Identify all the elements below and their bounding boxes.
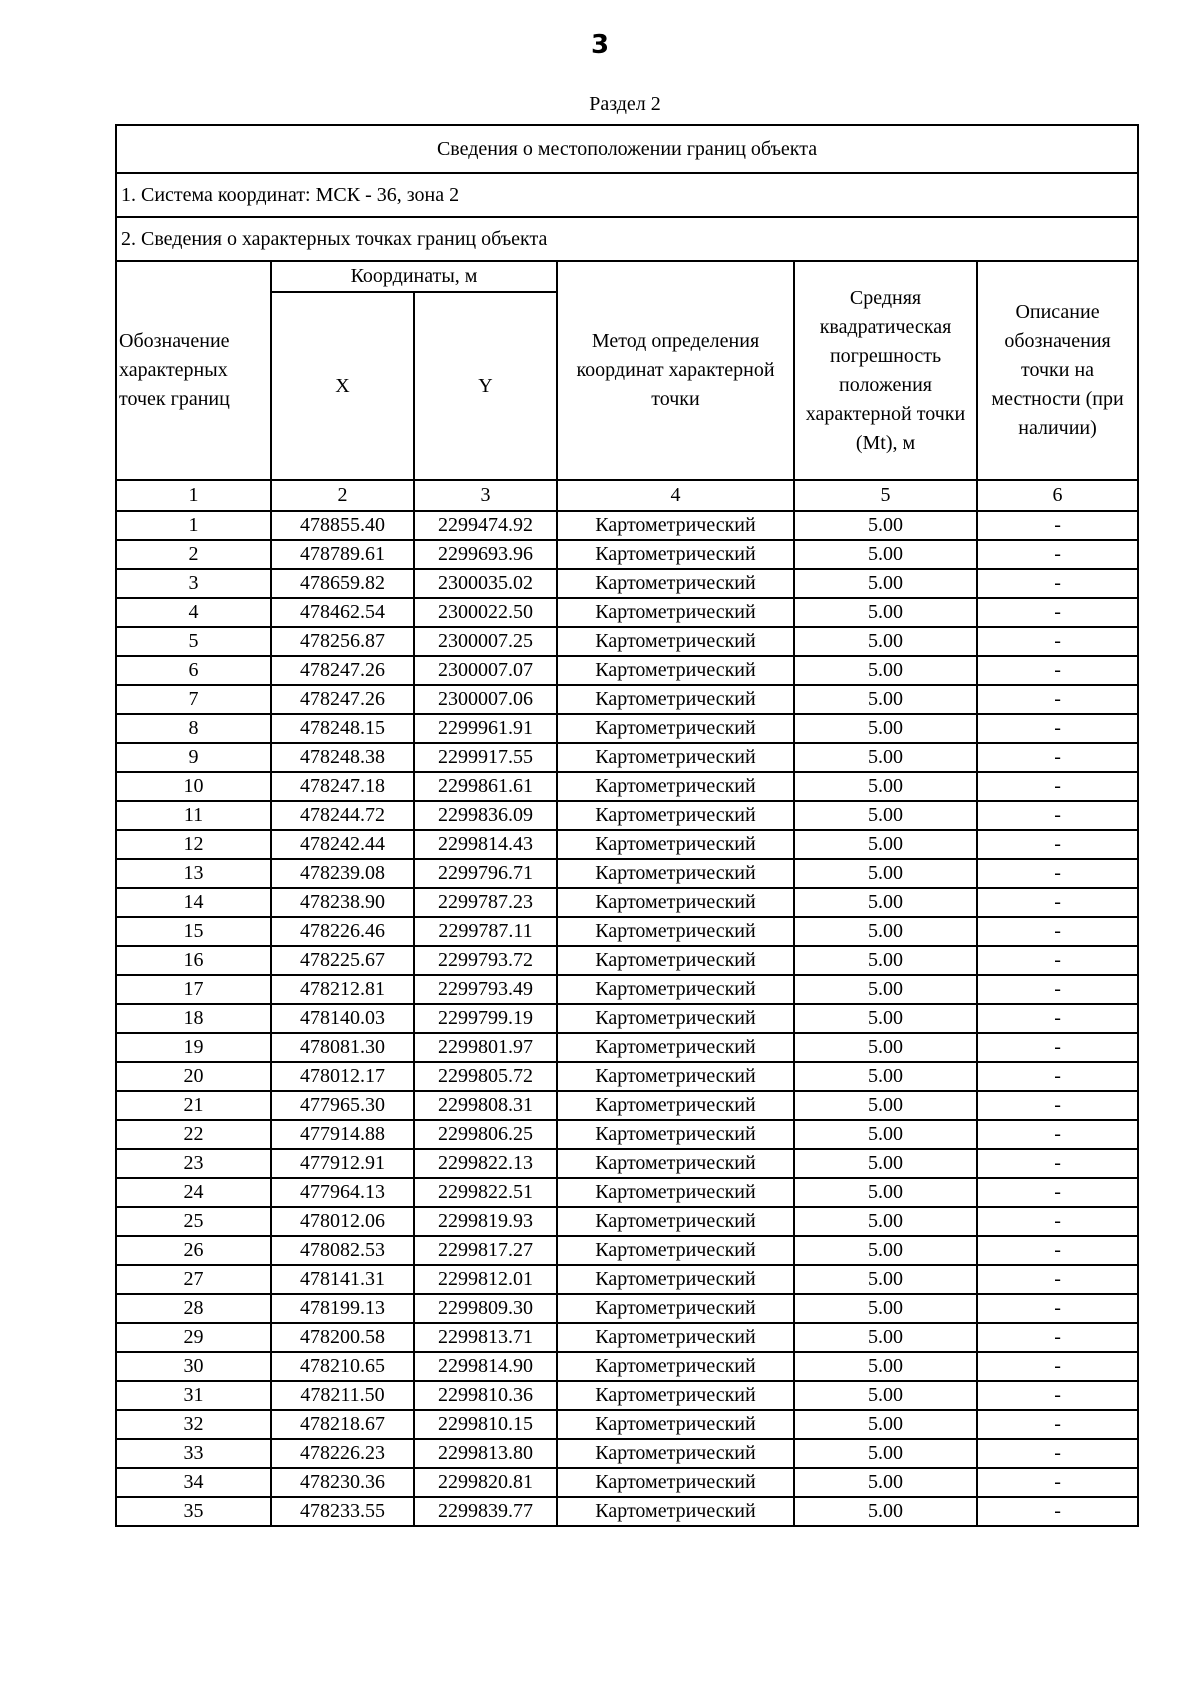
description-cell: - bbox=[977, 598, 1138, 627]
description-cell: - bbox=[977, 1004, 1138, 1033]
description-cell: - bbox=[977, 1091, 1138, 1120]
table-row bbox=[116, 1410, 1138, 1439]
error-cell: 5.00 bbox=[794, 1236, 977, 1265]
method-cell: Картометрический bbox=[557, 801, 794, 830]
point-number-cell: 16 bbox=[116, 946, 271, 975]
error-cell: 5.00 bbox=[794, 1091, 977, 1120]
section-label: Раздел 2 bbox=[589, 93, 661, 115]
description-cell: - bbox=[977, 1062, 1138, 1091]
error-cell: 5.00 bbox=[794, 1352, 977, 1381]
error-cell: 5.00 bbox=[794, 511, 977, 540]
points-heading: 2. Сведения о характерных точках границ объекта bbox=[116, 217, 1138, 261]
method-cell: Картометрический bbox=[557, 627, 794, 656]
x-coordinate-cell: 478238.90 bbox=[271, 888, 414, 917]
x-coordinate-cell: 478248.38 bbox=[271, 743, 414, 772]
point-number-cell: 13 bbox=[116, 859, 271, 888]
y-coordinate-cell: 2299819.93 bbox=[414, 1207, 557, 1236]
method-cell: Картометрический bbox=[557, 1062, 794, 1091]
point-number-cell: 24 bbox=[116, 1178, 271, 1207]
method-cell: Картометрический bbox=[557, 1149, 794, 1178]
description-cell: - bbox=[977, 627, 1138, 656]
point-number-cell: 1 bbox=[116, 511, 271, 540]
point-number-cell: 31 bbox=[116, 1381, 271, 1410]
error-cell: 5.00 bbox=[794, 1120, 977, 1149]
error-cell: 5.00 bbox=[794, 888, 977, 917]
y-coordinate-cell: 2299799.19 bbox=[414, 1004, 557, 1033]
point-number-cell: 12 bbox=[116, 830, 271, 859]
method-cell: Картометрический bbox=[557, 685, 794, 714]
point-number-cell: 2 bbox=[116, 540, 271, 569]
point-number-cell: 18 bbox=[116, 1004, 271, 1033]
y-coordinate-cell: 2299787.11 bbox=[414, 917, 557, 946]
x-coordinate-cell: 478226.23 bbox=[271, 1439, 414, 1468]
point-number-cell: 20 bbox=[116, 1062, 271, 1091]
description-cell: - bbox=[977, 1410, 1138, 1439]
x-coordinate-cell: 477914.88 bbox=[271, 1120, 414, 1149]
method-cell: Картометрический bbox=[557, 1004, 794, 1033]
header-error: Средняя квадратическая погрешность положения характерной точки (Mt), м bbox=[794, 261, 977, 480]
x-coordinate-cell: 478012.17 bbox=[271, 1062, 414, 1091]
point-number-cell: 30 bbox=[116, 1352, 271, 1381]
table-row bbox=[116, 1468, 1138, 1497]
method-cell: Картометрический bbox=[557, 656, 794, 685]
y-coordinate-cell: 2299809.30 bbox=[414, 1294, 557, 1323]
point-number-cell: 28 bbox=[116, 1294, 271, 1323]
description-cell: - bbox=[977, 1323, 1138, 1352]
point-number-cell: 21 bbox=[116, 1091, 271, 1120]
error-cell: 5.00 bbox=[794, 946, 977, 975]
point-number-cell: 26 bbox=[116, 1236, 271, 1265]
point-number-cell: 10 bbox=[116, 772, 271, 801]
error-cell: 5.00 bbox=[794, 540, 977, 569]
error-cell: 5.00 bbox=[794, 772, 977, 801]
table-row bbox=[116, 1497, 1138, 1526]
error-cell: 5.00 bbox=[794, 714, 977, 743]
method-cell: Картометрический bbox=[557, 946, 794, 975]
error-cell: 5.00 bbox=[794, 830, 977, 859]
y-coordinate-cell: 2299810.36 bbox=[414, 1381, 557, 1410]
point-number-cell: 34 bbox=[116, 1468, 271, 1497]
point-number-cell: 6 bbox=[116, 656, 271, 685]
description-cell: - bbox=[977, 685, 1138, 714]
method-cell: Картометрический bbox=[557, 772, 794, 801]
method-cell: Картометрический bbox=[557, 917, 794, 946]
description-cell: - bbox=[977, 743, 1138, 772]
x-coordinate-cell: 478225.67 bbox=[271, 946, 414, 975]
method-cell: Картометрический bbox=[557, 975, 794, 1004]
point-number-cell: 7 bbox=[116, 685, 271, 714]
error-cell: 5.00 bbox=[794, 1323, 977, 1352]
description-cell: - bbox=[977, 1497, 1138, 1526]
x-coordinate-cell: 478789.61 bbox=[271, 540, 414, 569]
header-description: Описание обозначения точки на местности (при наличии) bbox=[977, 261, 1138, 480]
error-cell: 5.00 bbox=[794, 1439, 977, 1468]
x-coordinate-cell: 478239.08 bbox=[271, 859, 414, 888]
x-coordinate-cell: 478256.87 bbox=[271, 627, 414, 656]
method-cell: Картометрический bbox=[557, 859, 794, 888]
x-coordinate-cell: 478200.58 bbox=[271, 1323, 414, 1352]
y-coordinate-cell: 2299813.80 bbox=[414, 1439, 557, 1468]
description-cell: - bbox=[977, 656, 1138, 685]
y-coordinate-cell: 2300035.02 bbox=[414, 569, 557, 598]
method-cell: Картометрический bbox=[557, 1439, 794, 1468]
method-cell: Картометрический bbox=[557, 598, 794, 627]
point-number-cell: 25 bbox=[116, 1207, 271, 1236]
table-row bbox=[116, 1207, 1138, 1236]
method-cell: Картометрический bbox=[557, 1323, 794, 1352]
point-number-cell: 27 bbox=[116, 1265, 271, 1294]
error-cell: 5.00 bbox=[794, 1149, 977, 1178]
description-cell: - bbox=[977, 801, 1138, 830]
point-number-cell: 32 bbox=[116, 1410, 271, 1439]
error-cell: 5.00 bbox=[794, 685, 977, 714]
error-cell: 5.00 bbox=[794, 1381, 977, 1410]
x-coordinate-cell: 478242.44 bbox=[271, 830, 414, 859]
description-cell: - bbox=[977, 1236, 1138, 1265]
description-cell: - bbox=[977, 772, 1138, 801]
error-cell: 5.00 bbox=[794, 1468, 977, 1497]
header-coordinates: Координаты, м bbox=[271, 261, 557, 292]
table-row bbox=[116, 598, 1138, 627]
table-row bbox=[116, 511, 1138, 540]
method-cell: Картометрический bbox=[557, 569, 794, 598]
x-coordinate-cell: 477964.13 bbox=[271, 1178, 414, 1207]
x-coordinate-cell: 478211.50 bbox=[271, 1381, 414, 1410]
error-cell: 5.00 bbox=[794, 627, 977, 656]
table-row bbox=[116, 1323, 1138, 1352]
table-row bbox=[116, 1062, 1138, 1091]
point-number-cell: 8 bbox=[116, 714, 271, 743]
error-cell: 5.00 bbox=[794, 859, 977, 888]
y-coordinate-cell: 2299793.49 bbox=[414, 975, 557, 1004]
point-number-cell: 4 bbox=[116, 598, 271, 627]
method-cell: Картометрический bbox=[557, 1352, 794, 1381]
table-row bbox=[116, 627, 1138, 656]
y-coordinate-cell: 2300022.50 bbox=[414, 598, 557, 627]
x-coordinate-cell: 478012.06 bbox=[271, 1207, 414, 1236]
x-coordinate-cell: 478140.03 bbox=[271, 1004, 414, 1033]
x-coordinate-cell: 478247.26 bbox=[271, 656, 414, 685]
method-cell: Картометрический bbox=[557, 511, 794, 540]
y-coordinate-cell: 2299839.77 bbox=[414, 1497, 557, 1526]
method-cell: Картометрический bbox=[557, 1120, 794, 1149]
description-cell: - bbox=[977, 1033, 1138, 1062]
x-coordinate-cell: 478462.54 bbox=[271, 598, 414, 627]
point-number-cell: 19 bbox=[116, 1033, 271, 1062]
error-cell: 5.00 bbox=[794, 1265, 977, 1294]
header-method: Метод определения координат характерной точки bbox=[557, 261, 794, 480]
point-number-cell: 14 bbox=[116, 888, 271, 917]
method-cell: Картометрический bbox=[557, 540, 794, 569]
table-row bbox=[116, 1120, 1138, 1149]
table-row bbox=[116, 801, 1138, 830]
method-cell: Картометрический bbox=[557, 1410, 794, 1439]
y-coordinate-cell: 2299822.51 bbox=[414, 1178, 557, 1207]
method-cell: Картометрический bbox=[557, 1091, 794, 1120]
x-coordinate-cell: 477965.30 bbox=[271, 1091, 414, 1120]
table-row bbox=[116, 1178, 1138, 1207]
table-row bbox=[116, 685, 1138, 714]
table-row bbox=[116, 975, 1138, 1004]
y-coordinate-cell: 2299820.81 bbox=[414, 1468, 557, 1497]
table-row bbox=[116, 1004, 1138, 1033]
table-row bbox=[116, 830, 1138, 859]
x-coordinate-cell: 478212.81 bbox=[271, 975, 414, 1004]
point-number-cell: 3 bbox=[116, 569, 271, 598]
error-cell: 5.00 bbox=[794, 917, 977, 946]
column-number: 5 bbox=[794, 480, 977, 511]
error-cell: 5.00 bbox=[794, 743, 977, 772]
coordinate-system: 1. Система координат: МСК - 36, зона 2 bbox=[116, 173, 1138, 217]
y-coordinate-cell: 2299801.97 bbox=[414, 1033, 557, 1062]
method-cell: Картометрический bbox=[557, 1497, 794, 1526]
x-coordinate-cell: 478248.15 bbox=[271, 714, 414, 743]
x-coordinate-cell: 478081.30 bbox=[271, 1033, 414, 1062]
description-cell: - bbox=[977, 1294, 1138, 1323]
y-coordinate-cell: 2300007.06 bbox=[414, 685, 557, 714]
method-cell: Картометрический bbox=[557, 1236, 794, 1265]
y-coordinate-cell: 2299817.27 bbox=[414, 1236, 557, 1265]
description-cell: - bbox=[977, 946, 1138, 975]
description-cell: - bbox=[977, 1352, 1138, 1381]
header-y: Y bbox=[414, 292, 557, 480]
x-coordinate-cell: 478659.82 bbox=[271, 569, 414, 598]
x-coordinate-cell: 478247.18 bbox=[271, 772, 414, 801]
point-number-cell: 9 bbox=[116, 743, 271, 772]
points-table-body bbox=[116, 511, 1138, 1526]
table-row bbox=[116, 1149, 1138, 1178]
header-designation: Обозначение характерных точек границ bbox=[116, 261, 271, 480]
point-number-cell: 15 bbox=[116, 917, 271, 946]
description-cell: - bbox=[977, 888, 1138, 917]
y-coordinate-cell: 2300007.25 bbox=[414, 627, 557, 656]
method-cell: Картометрический bbox=[557, 1381, 794, 1410]
description-cell: - bbox=[977, 830, 1138, 859]
error-cell: 5.00 bbox=[794, 1033, 977, 1062]
column-number: 2 bbox=[271, 480, 414, 511]
description-cell: - bbox=[977, 1439, 1138, 1468]
point-number-cell: 35 bbox=[116, 1497, 271, 1526]
table-row bbox=[116, 888, 1138, 917]
y-coordinate-cell: 2299822.13 bbox=[414, 1149, 557, 1178]
y-coordinate-cell: 2299808.31 bbox=[414, 1091, 557, 1120]
x-coordinate-cell: 478226.46 bbox=[271, 917, 414, 946]
point-number-cell: 11 bbox=[116, 801, 271, 830]
y-coordinate-cell: 2299805.72 bbox=[414, 1062, 557, 1091]
description-cell: - bbox=[977, 859, 1138, 888]
x-coordinate-cell: 478244.72 bbox=[271, 801, 414, 830]
description-cell: - bbox=[977, 714, 1138, 743]
y-coordinate-cell: 2299796.71 bbox=[414, 859, 557, 888]
table-row bbox=[116, 1033, 1138, 1062]
method-cell: Картометрический bbox=[557, 1207, 794, 1236]
table-row bbox=[116, 1091, 1138, 1120]
table-row bbox=[116, 1439, 1138, 1468]
x-coordinate-cell: 478855.40 bbox=[271, 511, 414, 540]
y-coordinate-cell: 2299961.91 bbox=[414, 714, 557, 743]
table-row bbox=[116, 540, 1138, 569]
method-cell: Картометрический bbox=[557, 830, 794, 859]
y-coordinate-cell: 2299812.01 bbox=[414, 1265, 557, 1294]
point-number-cell: 17 bbox=[116, 975, 271, 1004]
error-cell: 5.00 bbox=[794, 569, 977, 598]
method-cell: Картометрический bbox=[557, 714, 794, 743]
method-cell: Картометрический bbox=[557, 1033, 794, 1062]
point-number-cell: 33 bbox=[116, 1439, 271, 1468]
x-coordinate-cell: 478082.53 bbox=[271, 1236, 414, 1265]
table-row bbox=[116, 1294, 1138, 1323]
error-cell: 5.00 bbox=[794, 1497, 977, 1526]
y-coordinate-cell: 2299693.96 bbox=[414, 540, 557, 569]
y-coordinate-cell: 2299810.15 bbox=[414, 1410, 557, 1439]
description-cell: - bbox=[977, 917, 1138, 946]
error-cell: 5.00 bbox=[794, 1004, 977, 1033]
y-coordinate-cell: 2299806.25 bbox=[414, 1120, 557, 1149]
point-number-cell: 5 bbox=[116, 627, 271, 656]
table-title: Сведения о местоположении границ объекта bbox=[116, 125, 1138, 173]
description-cell: - bbox=[977, 569, 1138, 598]
point-number-cell: 22 bbox=[116, 1120, 271, 1149]
description-cell: - bbox=[977, 1381, 1138, 1410]
description-cell: - bbox=[977, 1120, 1138, 1149]
x-coordinate-cell: 478230.36 bbox=[271, 1468, 414, 1497]
table-row bbox=[116, 1352, 1138, 1381]
y-coordinate-cell: 2299861.61 bbox=[414, 772, 557, 801]
description-cell: - bbox=[977, 1468, 1138, 1497]
error-cell: 5.00 bbox=[794, 801, 977, 830]
column-number-row bbox=[116, 480, 1138, 511]
table-row bbox=[116, 1236, 1138, 1265]
description-cell: - bbox=[977, 1149, 1138, 1178]
column-number: 3 bbox=[414, 480, 557, 511]
description-cell: - bbox=[977, 1207, 1138, 1236]
column-number: 1 bbox=[116, 480, 271, 511]
table-row bbox=[116, 946, 1138, 975]
description-cell: - bbox=[977, 540, 1138, 569]
table-row bbox=[116, 1381, 1138, 1410]
error-cell: 5.00 bbox=[794, 1207, 977, 1236]
x-coordinate-cell: 477912.91 bbox=[271, 1149, 414, 1178]
error-cell: 5.00 bbox=[794, 1062, 977, 1091]
description-cell: - bbox=[977, 975, 1138, 1004]
y-coordinate-cell: 2299814.90 bbox=[414, 1352, 557, 1381]
x-coordinate-cell: 478233.55 bbox=[271, 1497, 414, 1526]
table-row bbox=[116, 859, 1138, 888]
description-cell: - bbox=[977, 1265, 1138, 1294]
error-cell: 5.00 bbox=[794, 1294, 977, 1323]
error-cell: 5.00 bbox=[794, 598, 977, 627]
x-coordinate-cell: 478210.65 bbox=[271, 1352, 414, 1381]
method-cell: Картометрический bbox=[557, 1178, 794, 1207]
boundary-table bbox=[115, 124, 1139, 1527]
table-row bbox=[116, 656, 1138, 685]
x-coordinate-cell: 478247.26 bbox=[271, 685, 414, 714]
method-cell: Картометрический bbox=[557, 743, 794, 772]
table-row bbox=[116, 714, 1138, 743]
error-cell: 5.00 bbox=[794, 1178, 977, 1207]
page-number: 3 bbox=[590, 30, 610, 60]
x-coordinate-cell: 478218.67 bbox=[271, 1410, 414, 1439]
description-cell: - bbox=[977, 511, 1138, 540]
method-cell: Картометрический bbox=[557, 1265, 794, 1294]
description-cell: - bbox=[977, 1178, 1138, 1207]
column-number: 4 bbox=[557, 480, 794, 511]
method-cell: Картометрический bbox=[557, 1294, 794, 1323]
y-coordinate-cell: 2300007.07 bbox=[414, 656, 557, 685]
error-cell: 5.00 bbox=[794, 1410, 977, 1439]
header-x: X bbox=[271, 292, 414, 480]
error-cell: 5.00 bbox=[794, 975, 977, 1004]
column-number: 6 bbox=[977, 480, 1138, 511]
y-coordinate-cell: 2299787.23 bbox=[414, 888, 557, 917]
method-cell: Картометрический bbox=[557, 1468, 794, 1497]
y-coordinate-cell: 2299793.72 bbox=[414, 946, 557, 975]
point-number-cell: 23 bbox=[116, 1149, 271, 1178]
y-coordinate-cell: 2299813.71 bbox=[414, 1323, 557, 1352]
y-coordinate-cell: 2299474.92 bbox=[414, 511, 557, 540]
table-row bbox=[116, 917, 1138, 946]
table-row bbox=[116, 743, 1138, 772]
table-row bbox=[116, 772, 1138, 801]
y-coordinate-cell: 2299836.09 bbox=[414, 801, 557, 830]
x-coordinate-cell: 478199.13 bbox=[271, 1294, 414, 1323]
method-cell: Картометрический bbox=[557, 888, 794, 917]
table-row bbox=[116, 1265, 1138, 1294]
x-coordinate-cell: 478141.31 bbox=[271, 1265, 414, 1294]
point-number-cell: 29 bbox=[116, 1323, 271, 1352]
table-row bbox=[116, 569, 1138, 598]
error-cell: 5.00 bbox=[794, 656, 977, 685]
y-coordinate-cell: 2299917.55 bbox=[414, 743, 557, 772]
y-coordinate-cell: 2299814.43 bbox=[414, 830, 557, 859]
